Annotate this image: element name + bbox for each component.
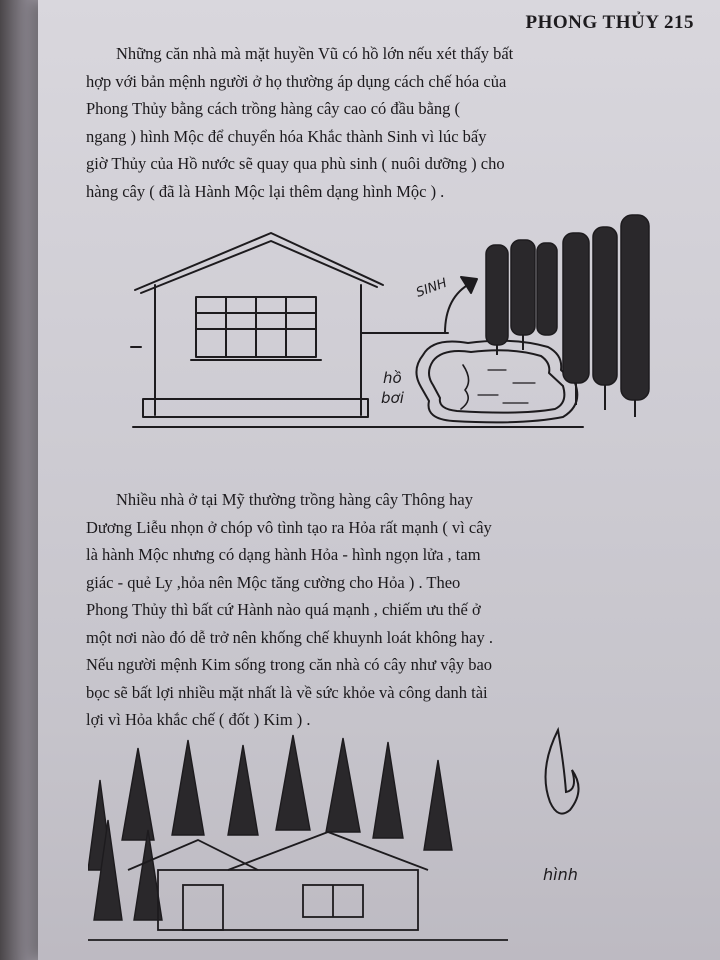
paragraph-line: một nơi nào đó dễ trở nên khống chế khuynh loát không hay . xyxy=(86,627,493,647)
paragraph-line: Phong Thủy thì bất cứ Hành nào quá mạnh , chiếm ưu thế ở xyxy=(86,600,481,619)
sinh-arrow xyxy=(445,283,471,333)
house-lake-trees-illustration xyxy=(93,205,663,435)
paragraph-line: giờ Thủy của Hồ nước sẽ quay qua phù sinh ( nuôi dưỡng ) cho xyxy=(86,154,505,173)
paragraph-line: Nhiều nhà ở tại Mỹ thường trồng hàng cây Thông hay xyxy=(116,490,473,509)
flame-icon xyxy=(546,730,579,814)
pine-trees-house-illustration xyxy=(88,720,608,960)
lake-label-1: hồ xyxy=(383,369,402,387)
paragraph-line: là hành Mộc nhưng có dạng hành Hỏa - hình ngọn lửa , tam xyxy=(86,545,481,564)
paragraph-line: ngang ) hình Mộc để chuyển hóa Khắc thành Sinh vì lúc bấy xyxy=(86,126,487,146)
pine-tree-row xyxy=(88,735,452,920)
paragraph-line: hàng cây ( đã là Hành Mộc lại thêm dạng hình Mộc ) . xyxy=(86,181,445,201)
paragraph-line: Phong Thủy bằng cách trồng hàng cây cao có đầu bằng ( xyxy=(86,99,461,118)
paragraph-line: Những căn nhà mà mặt huyền Vũ có hồ lớn nếu xét thấy bất xyxy=(116,44,514,63)
book-page xyxy=(38,0,720,960)
paragraph-line: lợi vì Hỏa khắc chế ( đốt ) Kim ) . xyxy=(86,710,311,729)
paragraph-line: hợp với bản mệnh người ở họ thường áp dụng cách chế hóa của xyxy=(86,71,507,91)
paragraph-2 xyxy=(86,486,658,734)
arrow-head-icon xyxy=(461,277,477,293)
page-header: PHONG THỦY 215 xyxy=(525,12,694,33)
lake-label-2: bơi xyxy=(381,389,404,407)
paragraph-1 xyxy=(86,40,646,205)
flame-label: hình xyxy=(543,865,578,884)
paragraph-line: giác - quẻ Ly ,hỏa nên Mộc tăng cường cho Hỏa ) . Theo xyxy=(86,572,461,592)
tree-row xyxy=(486,215,649,417)
paragraph-line: Nếu người mệnh Kim sống trong căn nhà có cây như vậy bao xyxy=(86,655,493,674)
paragraph-line: bọc sẽ bất lợi nhiều mặt nhất là về sức khỏe và công danh tài xyxy=(86,682,488,702)
paragraph-line: Dương Liễu nhọn ở chóp vô tình tạo ra Hỏa rất mạnh ( vì cây xyxy=(86,517,492,537)
sinh-label: SINH xyxy=(414,275,450,301)
